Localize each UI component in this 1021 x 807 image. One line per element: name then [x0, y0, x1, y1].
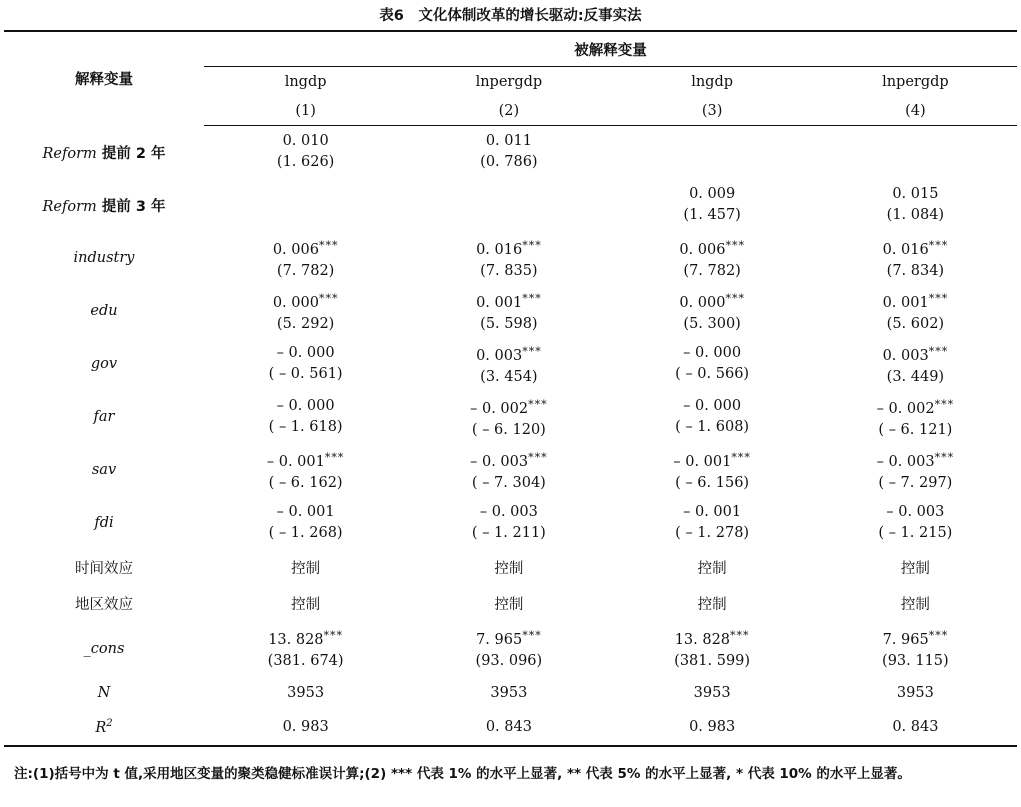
- t-value: ( – 7. 297): [878, 474, 953, 491]
- coef-cell: [611, 391, 814, 444]
- t-value: (3. 449): [886, 368, 945, 385]
- row-label: [4, 338, 204, 391]
- coef-cell: [611, 126, 814, 179]
- table-row: [4, 586, 1017, 622]
- coef-cell: [407, 285, 610, 338]
- table-row: [4, 391, 1017, 444]
- variable-name: edu: [90, 303, 118, 319]
- control-cell: 控制: [900, 561, 930, 577]
- t-value: (93. 115): [882, 653, 949, 669]
- variable-name: far: [93, 409, 115, 425]
- table-row: [4, 338, 1017, 391]
- coef-cell: [407, 232, 610, 285]
- row-label: $R^2$: [4, 710, 204, 746]
- t-value: (381. 674): [267, 653, 344, 669]
- t-value: ( – 1. 211): [471, 525, 546, 541]
- superscript: 2: [106, 718, 113, 730]
- table-row: [4, 285, 1017, 338]
- table-row: [4, 179, 1017, 232]
- t-value: (93. 096): [475, 653, 543, 669]
- significance-stars: ***: [323, 629, 344, 642]
- coefficient: – 0. 002***: [876, 397, 955, 417]
- t-value: (7. 782): [683, 262, 741, 279]
- control-cell: 控制: [494, 597, 524, 613]
- coefficient: – 0. 003***: [876, 450, 955, 470]
- coefficient: 0. 006***: [272, 238, 339, 258]
- table-row: [4, 550, 1017, 586]
- coef-cell: [814, 126, 1017, 179]
- row-label: [4, 497, 204, 550]
- coef-cell: [407, 338, 610, 391]
- variable-name: Reform: [42, 145, 97, 162]
- column-number: (4): [814, 97, 1017, 126]
- column-number: (1): [204, 97, 407, 126]
- significance-stars: ***: [731, 450, 751, 464]
- variable-name: sav: [91, 462, 117, 478]
- column-number: (2): [407, 97, 610, 126]
- column-number: (3): [611, 97, 814, 126]
- column-header: lngdp: [611, 67, 814, 98]
- coef-cell: [204, 126, 407, 179]
- variable-name: industry: [73, 250, 135, 266]
- coef-cell: [611, 444, 814, 497]
- coefficient: 0. 001***: [476, 291, 542, 311]
- coef-cell: [611, 622, 814, 676]
- coef-cell: [814, 285, 1017, 338]
- significance-stars: ***: [522, 629, 542, 642]
- column-header: lnpergdp: [407, 67, 610, 98]
- t-value: ( – 6. 162): [268, 474, 343, 491]
- coef-cell: [407, 622, 610, 676]
- t-value: (1. 457): [683, 207, 741, 223]
- significance-stars: ***: [528, 397, 548, 411]
- regression-table: [4, 30, 1017, 747]
- significance-stars: ***: [725, 238, 745, 252]
- t-value: ( – 1. 268): [268, 525, 343, 541]
- coefficient: 13. 828***: [674, 629, 750, 648]
- coef-cell: [814, 391, 1017, 444]
- significance-stars: ***: [725, 291, 745, 305]
- coefficient: – 0. 003: [886, 504, 945, 520]
- coefficient: – 0. 001: [683, 504, 742, 520]
- value-cell: 0. 843: [814, 710, 1017, 746]
- value-cell: 3953: [287, 684, 325, 701]
- significance-stars: ***: [318, 291, 339, 305]
- row-label: [4, 391, 204, 444]
- variable-name: Reform: [42, 198, 97, 215]
- coef-cell: [611, 338, 814, 391]
- coef-cell: [204, 285, 407, 338]
- coefficient: – 0. 000: [276, 345, 335, 361]
- coefficient: 0. 016***: [476, 238, 542, 258]
- value-cell: 0. 983: [611, 710, 814, 746]
- value-cell: 3953: [896, 684, 934, 701]
- t-value: ( – 1. 608): [675, 419, 750, 435]
- row-label: _cons: [83, 640, 125, 657]
- t-value: ( – 0. 566): [675, 366, 750, 382]
- control-cell: 控制: [900, 597, 930, 613]
- coef-cell: [611, 179, 814, 232]
- t-value: ( – 1. 618): [268, 419, 343, 435]
- coefficient: 0. 000***: [272, 291, 339, 311]
- coef-cell: [204, 444, 407, 497]
- t-value: ( – 6. 120): [471, 421, 546, 438]
- table-row: [4, 126, 1017, 179]
- t-value: ( – 1. 278): [675, 525, 750, 541]
- variable-suffix: 提前 3 年: [96, 198, 166, 215]
- t-value: (1. 084): [886, 207, 945, 223]
- coef-cell: [407, 444, 610, 497]
- coef-cell: [814, 497, 1017, 550]
- row-label: [4, 232, 204, 285]
- table-body: [4, 126, 1017, 746]
- table-row: [4, 676, 1017, 710]
- significance-stars: ***: [522, 291, 542, 305]
- t-value: ( – 6. 121): [878, 421, 953, 438]
- table-row: [4, 497, 1017, 550]
- table-row: [4, 622, 1017, 676]
- row-label: [4, 444, 204, 497]
- coef-cell: [204, 338, 407, 391]
- t-value: ( – 6. 156): [675, 474, 750, 491]
- significance-stars: ***: [934, 450, 955, 464]
- table-row: [4, 444, 1017, 497]
- coefficient: – 0. 001***: [266, 450, 345, 470]
- significance-stars: ***: [928, 344, 949, 358]
- coef-cell: [204, 622, 407, 676]
- significance-stars: ***: [324, 450, 345, 464]
- coefficient: – 0. 003***: [470, 450, 548, 470]
- t-value: ( – 7. 304): [471, 474, 546, 491]
- coef-cell: [407, 179, 610, 232]
- significance-stars: ***: [528, 450, 548, 464]
- coefficient: – 0. 002***: [470, 397, 548, 417]
- coefficient: 7. 965***: [882, 629, 949, 648]
- coef-cell: [407, 391, 610, 444]
- coef-cell: [407, 126, 610, 179]
- t-value: (5. 602): [886, 315, 945, 332]
- coefficient: 0. 003***: [882, 344, 949, 364]
- value-cell: 0. 843: [407, 710, 610, 746]
- coef-cell: [814, 622, 1017, 676]
- row-label: N: [97, 684, 111, 701]
- significance-stars: ***: [928, 291, 949, 305]
- value-cell: 3953: [490, 684, 528, 701]
- column-header: lnpergdp: [814, 67, 1017, 98]
- coefficient: – 0. 001: [276, 504, 335, 520]
- coefficient: 0. 001***: [882, 291, 949, 311]
- column-header: lngdp: [204, 67, 407, 98]
- coef-cell: [611, 232, 814, 285]
- explanatory-header: 解释变量: [4, 31, 204, 126]
- coefficient: 0. 016***: [882, 238, 949, 258]
- t-value: ( – 1. 215): [878, 525, 953, 541]
- row-label: [4, 285, 204, 338]
- significance-stars: ***: [730, 629, 750, 642]
- t-value: (381. 599): [674, 653, 751, 669]
- significance-stars: ***: [928, 238, 949, 252]
- coefficient: 0. 015: [892, 186, 939, 202]
- coef-cell: [611, 285, 814, 338]
- table-note: 注:(1)括号中为 t 值,采用地区变量的聚类稳健标准误计算;(2) *** 代表 1% 的水平上显著, ** 代表 5% 的水平上显著, * 代表 10% 的水平上显著。: [14, 766, 911, 782]
- coefficient: – 0. 000: [683, 345, 742, 361]
- coef-cell: [611, 497, 814, 550]
- t-value: (0. 786): [480, 154, 538, 171]
- t-value: (1. 626): [276, 154, 335, 171]
- value-cell: 3953: [693, 684, 731, 701]
- t-value: (3. 454): [480, 368, 538, 385]
- variable-name: gov: [90, 356, 118, 372]
- coef-cell: [814, 338, 1017, 391]
- significance-stars: ***: [522, 238, 542, 252]
- coefficient: 0. 009: [689, 186, 736, 202]
- control-cell: 控制: [697, 561, 727, 577]
- coef-cell: [814, 444, 1017, 497]
- control-cell: 控制: [291, 561, 321, 577]
- row-label: [4, 179, 204, 232]
- coef-cell: [407, 497, 610, 550]
- control-cell: 控制: [291, 597, 321, 613]
- variable-name: fdi: [94, 515, 114, 531]
- dependent-header: 被解释变量: [204, 31, 1017, 67]
- significance-stars: ***: [934, 397, 955, 411]
- coefficient: 7. 965***: [476, 629, 542, 648]
- coef-cell: [204, 232, 407, 285]
- coefficient: 0. 003***: [476, 344, 542, 364]
- coefficient: 0. 006***: [679, 238, 745, 258]
- significance-stars: ***: [928, 629, 949, 642]
- coefficient: – 0. 000: [276, 398, 335, 414]
- row-label: 地区效应: [75, 597, 133, 613]
- coef-cell: [814, 232, 1017, 285]
- t-value: (5. 292): [276, 315, 335, 332]
- coefficient: – 0. 000: [683, 398, 742, 414]
- coef-cell: [204, 391, 407, 444]
- significance-stars: ***: [318, 238, 339, 252]
- control-cell: 控制: [697, 597, 727, 613]
- coefficient: 0. 011: [485, 133, 532, 150]
- t-value: ( – 0. 561): [268, 366, 343, 382]
- coefficient: 13. 828***: [268, 629, 344, 648]
- t-value: (7. 835): [480, 262, 538, 279]
- coefficient: 0. 000***: [679, 291, 745, 311]
- value-cell: 0. 983: [204, 710, 407, 746]
- coef-cell: [204, 497, 407, 550]
- t-value: (7. 782): [276, 262, 335, 279]
- t-value: (5. 300): [683, 315, 741, 332]
- coefficient: – 0. 003: [479, 504, 538, 520]
- row-label: [4, 126, 204, 179]
- coefficient: – 0. 001***: [673, 450, 751, 470]
- table-row: [4, 232, 1017, 285]
- table-title: 表6 文化体制改革的增长驱动:反事实法: [379, 8, 642, 24]
- t-value: (7. 834): [886, 262, 945, 279]
- row-label: 时间效应: [75, 561, 133, 577]
- significance-stars: ***: [522, 344, 542, 358]
- coefficient: 0. 010: [282, 133, 329, 150]
- coef-cell: [814, 179, 1017, 232]
- control-cell: 控制: [494, 561, 524, 577]
- t-value: (5. 598): [480, 315, 538, 332]
- variable-suffix: 提前 2 年: [96, 145, 166, 162]
- table-row: [4, 710, 1017, 746]
- coef-cell: [204, 179, 407, 232]
